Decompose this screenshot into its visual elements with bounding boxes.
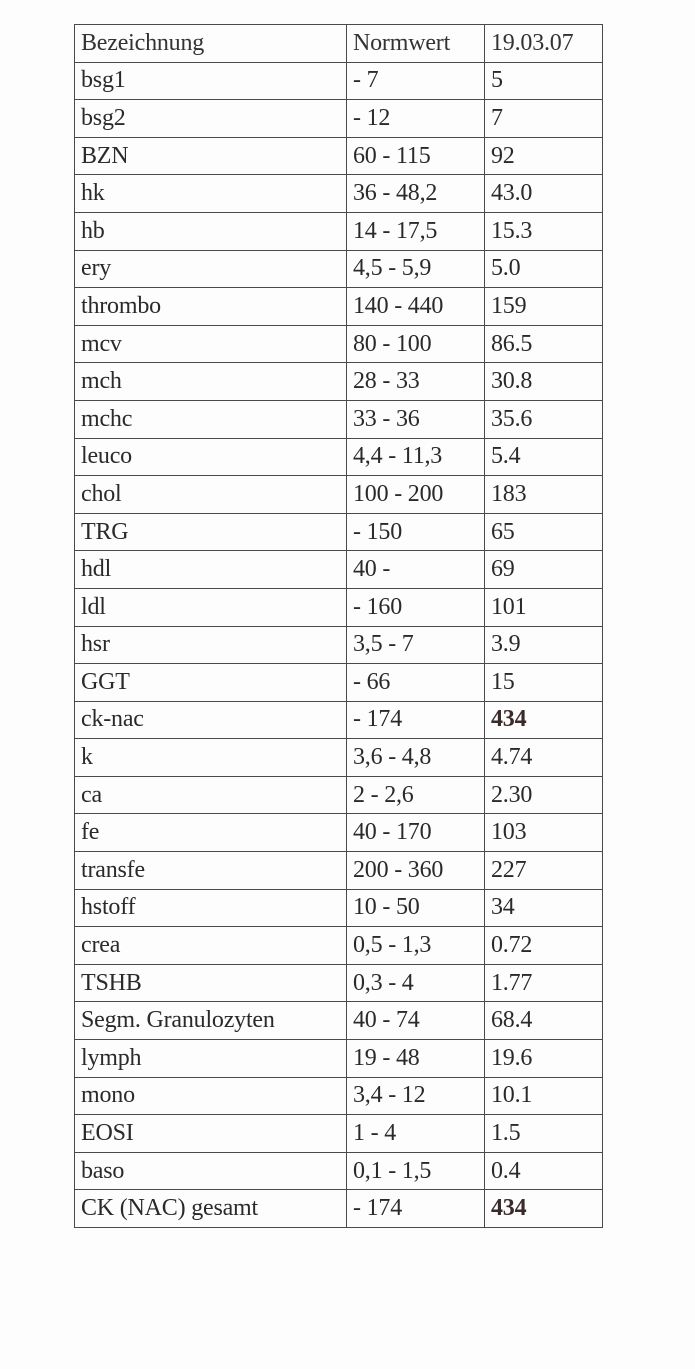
parameter-name-cell: transfe bbox=[75, 852, 347, 890]
table-row bbox=[75, 927, 603, 965]
table-row bbox=[75, 852, 603, 890]
measured-value-cell: 65 bbox=[485, 513, 603, 551]
parameter-name-cell: fe bbox=[75, 814, 347, 852]
measured-value-cell: 30.8 bbox=[485, 363, 603, 401]
parameter-name-cell: CK (NAC) gesamt bbox=[75, 1190, 347, 1228]
parameter-name-cell: hdl bbox=[75, 551, 347, 589]
parameter-name-cell: hb bbox=[75, 212, 347, 250]
normwert-cell: 40 - bbox=[347, 551, 485, 589]
table-row bbox=[75, 776, 603, 814]
table-row bbox=[75, 1115, 603, 1153]
table-row bbox=[75, 1152, 603, 1190]
normwert-cell: - 174 bbox=[347, 1190, 485, 1228]
parameter-name-cell: thrombo bbox=[75, 288, 347, 326]
parameter-name-cell: Segm. Granulozyten bbox=[75, 1002, 347, 1040]
parameter-name-cell: k bbox=[75, 739, 347, 777]
header-date: 19.03.07 bbox=[485, 25, 603, 63]
measured-value-cell: 5 bbox=[485, 62, 603, 100]
measured-value-cell: 69 bbox=[485, 551, 603, 589]
normwert-cell: 33 - 36 bbox=[347, 400, 485, 438]
measured-value-cell: 159 bbox=[485, 288, 603, 326]
table-row bbox=[75, 1190, 603, 1228]
normwert-cell: - 174 bbox=[347, 701, 485, 739]
parameter-name-cell: ery bbox=[75, 250, 347, 288]
table-row bbox=[75, 137, 603, 175]
measured-value-cell: 5.0 bbox=[485, 250, 603, 288]
normwert-cell: 100 - 200 bbox=[347, 476, 485, 514]
parameter-name-cell: EOSI bbox=[75, 1115, 347, 1153]
measured-value-cell: 5.4 bbox=[485, 438, 603, 476]
measured-value-cell: 2.30 bbox=[485, 776, 603, 814]
normwert-cell: - 66 bbox=[347, 664, 485, 702]
measured-value-cell: 101 bbox=[485, 588, 603, 626]
parameter-name-cell: ldl bbox=[75, 588, 347, 626]
table-header-row bbox=[75, 25, 603, 63]
measured-value-cell: 92 bbox=[485, 137, 603, 175]
parameter-name-cell: crea bbox=[75, 927, 347, 965]
measured-value-cell: 4.74 bbox=[485, 739, 603, 777]
measured-value-cell: 1.5 bbox=[485, 1115, 603, 1153]
header-bezeichnung: Bezeichnung bbox=[75, 25, 347, 63]
parameter-name-cell: mono bbox=[75, 1077, 347, 1115]
table-body bbox=[75, 62, 603, 1227]
parameter-name-cell: hk bbox=[75, 175, 347, 213]
normwert-cell: 40 - 74 bbox=[347, 1002, 485, 1040]
table-row bbox=[75, 889, 603, 927]
table-row bbox=[75, 1002, 603, 1040]
normwert-cell: 200 - 360 bbox=[347, 852, 485, 890]
table-row bbox=[75, 476, 603, 514]
normwert-cell: 0,1 - 1,5 bbox=[347, 1152, 485, 1190]
normwert-cell: - 160 bbox=[347, 588, 485, 626]
table-row bbox=[75, 175, 603, 213]
table-row bbox=[75, 212, 603, 250]
normwert-cell: 2 - 2,6 bbox=[347, 776, 485, 814]
normwert-cell: 3,5 - 7 bbox=[347, 626, 485, 664]
normwert-cell: 140 - 440 bbox=[347, 288, 485, 326]
parameter-name-cell: hsr bbox=[75, 626, 347, 664]
parameter-name-cell: bsg2 bbox=[75, 100, 347, 138]
parameter-name-cell: bsg1 bbox=[75, 62, 347, 100]
measured-value-cell: 34 bbox=[485, 889, 603, 927]
normwert-cell: 4,5 - 5,9 bbox=[347, 250, 485, 288]
measured-value-cell: 15 bbox=[485, 664, 603, 702]
parameter-name-cell: ca bbox=[75, 776, 347, 814]
table-row bbox=[75, 513, 603, 551]
table-row bbox=[75, 1040, 603, 1078]
measured-value-cell: 10.1 bbox=[485, 1077, 603, 1115]
parameter-name-cell: lymph bbox=[75, 1040, 347, 1078]
normwert-cell: 36 - 48,2 bbox=[347, 175, 485, 213]
measured-value-cell: 434 bbox=[485, 1190, 603, 1228]
table-row bbox=[75, 626, 603, 664]
table-row bbox=[75, 250, 603, 288]
lab-values-table bbox=[74, 24, 603, 1228]
normwert-cell: 14 - 17,5 bbox=[347, 212, 485, 250]
normwert-cell: 10 - 50 bbox=[347, 889, 485, 927]
parameter-name-cell: TSHB bbox=[75, 964, 347, 1002]
measured-value-cell: 3.9 bbox=[485, 626, 603, 664]
measured-value-cell: 103 bbox=[485, 814, 603, 852]
table-row bbox=[75, 400, 603, 438]
table-row bbox=[75, 739, 603, 777]
normwert-cell: 4,4 - 11,3 bbox=[347, 438, 485, 476]
measured-value-cell: 7 bbox=[485, 100, 603, 138]
table-row bbox=[75, 288, 603, 326]
measured-value-cell: 434 bbox=[485, 701, 603, 739]
measured-value-cell: 1.77 bbox=[485, 964, 603, 1002]
parameter-name-cell: leuco bbox=[75, 438, 347, 476]
normwert-cell: 0,5 - 1,3 bbox=[347, 927, 485, 965]
normwert-cell: - 12 bbox=[347, 100, 485, 138]
table-row bbox=[75, 664, 603, 702]
normwert-cell: 3,6 - 4,8 bbox=[347, 739, 485, 777]
parameter-name-cell: hstoff bbox=[75, 889, 347, 927]
measured-value-cell: 0.72 bbox=[485, 927, 603, 965]
table-row bbox=[75, 363, 603, 401]
parameter-name-cell: chol bbox=[75, 476, 347, 514]
parameter-name-cell: baso bbox=[75, 1152, 347, 1190]
parameter-name-cell: mchc bbox=[75, 400, 347, 438]
parameter-name-cell: ck-nac bbox=[75, 701, 347, 739]
measured-value-cell: 43.0 bbox=[485, 175, 603, 213]
table-row bbox=[75, 588, 603, 626]
measured-value-cell: 35.6 bbox=[485, 400, 603, 438]
normwert-cell: - 150 bbox=[347, 513, 485, 551]
table-row bbox=[75, 100, 603, 138]
parameter-name-cell: TRG bbox=[75, 513, 347, 551]
normwert-cell: 19 - 48 bbox=[347, 1040, 485, 1078]
normwert-cell: 1 - 4 bbox=[347, 1115, 485, 1153]
normwert-cell: 80 - 100 bbox=[347, 325, 485, 363]
measured-value-cell: 68.4 bbox=[485, 1002, 603, 1040]
table-row bbox=[75, 701, 603, 739]
normwert-cell: 60 - 115 bbox=[347, 137, 485, 175]
parameter-name-cell: BZN bbox=[75, 137, 347, 175]
measured-value-cell: 86.5 bbox=[485, 325, 603, 363]
table-row bbox=[75, 1077, 603, 1115]
normwert-cell: 3,4 - 12 bbox=[347, 1077, 485, 1115]
table-row bbox=[75, 325, 603, 363]
normwert-cell: 0,3 - 4 bbox=[347, 964, 485, 1002]
measured-value-cell: 0.4 bbox=[485, 1152, 603, 1190]
table-row bbox=[75, 62, 603, 100]
measured-value-cell: 183 bbox=[485, 476, 603, 514]
header-normwert: Normwert bbox=[347, 25, 485, 63]
measured-value-cell: 227 bbox=[485, 852, 603, 890]
table-row bbox=[75, 814, 603, 852]
table-row bbox=[75, 551, 603, 589]
measured-value-cell: 15.3 bbox=[485, 212, 603, 250]
normwert-cell: 40 - 170 bbox=[347, 814, 485, 852]
table-row bbox=[75, 438, 603, 476]
normwert-cell: 28 - 33 bbox=[347, 363, 485, 401]
measured-value-cell: 19.6 bbox=[485, 1040, 603, 1078]
normwert-cell: - 7 bbox=[347, 62, 485, 100]
parameter-name-cell: mch bbox=[75, 363, 347, 401]
table-row bbox=[75, 964, 603, 1002]
parameter-name-cell: GGT bbox=[75, 664, 347, 702]
parameter-name-cell: mcv bbox=[75, 325, 347, 363]
